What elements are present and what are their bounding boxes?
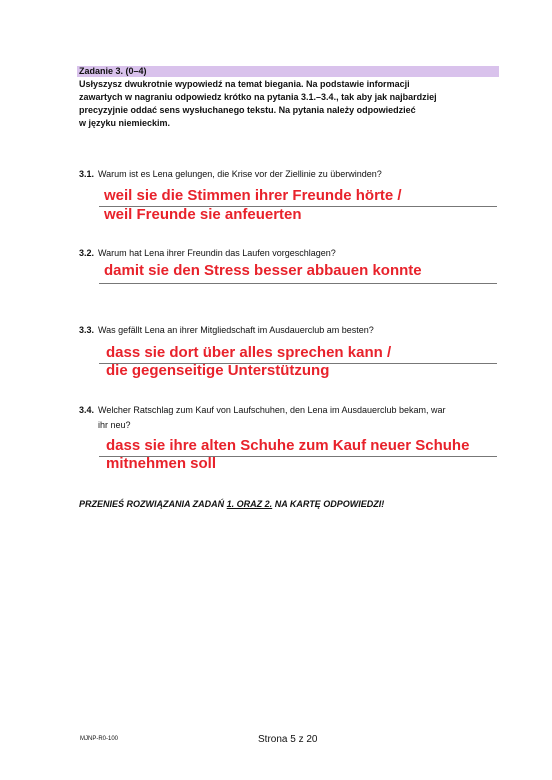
instruction-line: zawartych w nagraniu odpowiedz krótko na pytania 3.1.–3.4., tak aby jak najbardziej bbox=[79, 92, 437, 102]
question-number: 3.3. bbox=[79, 325, 95, 335]
task-instructions bbox=[79, 78, 509, 130]
question-text: Welcher Ratschlag zum Kauf von Laufschuhen, den Lena im Ausdauerclub bekam, war bbox=[98, 405, 446, 415]
question-text: Was gefällt Lena an ihrer Mitgliedschaft im Ausdauerclub am besten? bbox=[98, 325, 374, 335]
answer-3-4-line-1: dass sie ihre alten Schuhe zum Kauf neuer Schuhe bbox=[106, 437, 470, 454]
question-text: Warum ist es Lena gelungen, die Krise vor der Ziellinie zu überwinden? bbox=[98, 169, 382, 179]
question-text-continued: ihr neu? bbox=[98, 420, 131, 430]
question-3-3 bbox=[79, 324, 374, 337]
question-text: Warum hat Lena ihrer Freundin das Laufen vorgeschlagen? bbox=[98, 248, 336, 258]
answer-3-2-line-1: damit sie den Stress besser abbauen konnte bbox=[104, 262, 422, 279]
answer-3-1-line-1: weil sie die Stimmen ihrer Freunde hörte / bbox=[104, 187, 402, 204]
question-number: 3.4. bbox=[79, 405, 95, 415]
transfer-instruction bbox=[79, 499, 384, 509]
answer-line bbox=[99, 283, 497, 284]
instruction-line: precyzyjnie oddać sens wysłuchanego tekstu. Na pytania należy odpowiedzieć bbox=[79, 105, 416, 115]
instruction-line: w języku niemieckim. bbox=[79, 118, 171, 128]
transfer-instruction-pre: PRZENIEŚ ROZWIĄZANIA ZADAŃ bbox=[79, 499, 227, 509]
page-code: MJNP-R0-100 bbox=[80, 736, 119, 742]
page-number: Strona 5 z 20 bbox=[258, 734, 318, 745]
answer-3-1-line-2: weil Freunde sie anfeuerten bbox=[104, 206, 302, 223]
question-3-4 bbox=[79, 404, 446, 430]
question-number: 3.2. bbox=[79, 248, 95, 258]
question-3-2 bbox=[79, 247, 336, 260]
task-title: Zadanie 3. (0–4) bbox=[79, 66, 147, 76]
answer-3-3-line-1: dass sie dort über alles sprechen kann / bbox=[106, 344, 392, 361]
transfer-instruction-tasks: 1. ORAZ 2. bbox=[226, 499, 273, 509]
transfer-instruction-post: NA KARTĘ ODPOWIEDZI! bbox=[272, 499, 385, 509]
instruction-line: Usłyszysz dwukrotnie wypowiedź na temat biegania. Na podstawie informacji bbox=[79, 79, 410, 89]
question-3-1 bbox=[79, 168, 382, 181]
answer-3-3-line-2: die gegenseitige Unterstützung bbox=[106, 362, 330, 379]
question-number: 3.1. bbox=[79, 169, 95, 179]
answer-3-4-line-2: mitnehmen soll bbox=[106, 455, 217, 472]
